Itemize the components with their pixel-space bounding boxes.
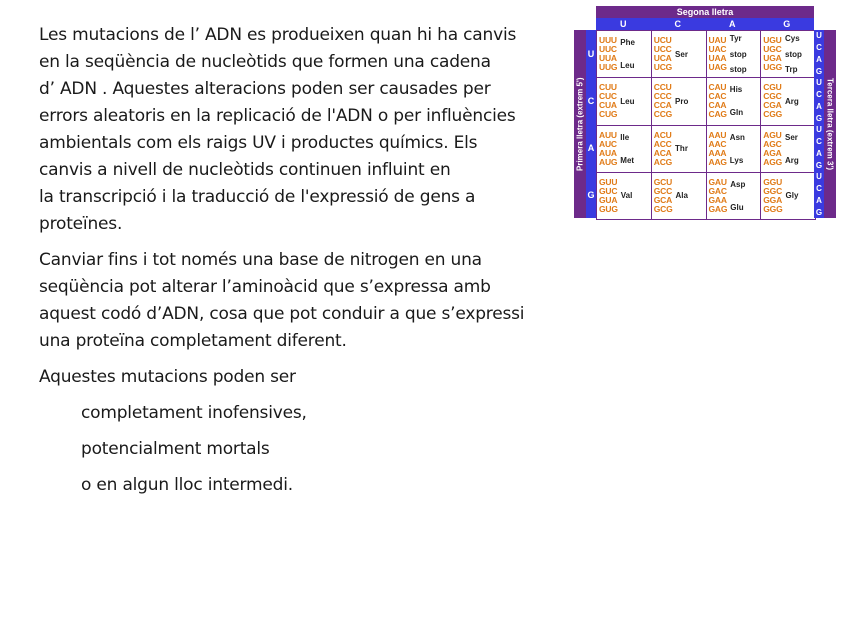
- codon: AUG: [599, 156, 618, 167]
- amino-acid: stop: [729, 49, 747, 59]
- codon-list: [654, 36, 672, 72]
- line: errors aleatoris en la replicació de l'ADN o per influències: [39, 106, 516, 126]
- amino-acid: stop: [729, 65, 747, 75]
- base-label: U: [620, 19, 627, 29]
- codon: GCG: [653, 203, 673, 214]
- codon: UGA: [763, 53, 782, 64]
- base-label: C: [674, 19, 681, 29]
- base-label: C: [816, 137, 822, 147]
- codon: GUC: [599, 185, 618, 196]
- codon-cell: [707, 78, 761, 124]
- paragraph-can-be: Aquestes mutacions poden ser: [39, 367, 296, 387]
- base-label: A: [816, 195, 822, 205]
- codon: AGA: [763, 147, 782, 158]
- codon: CAC: [708, 91, 727, 102]
- codon: UGU: [763, 35, 782, 46]
- amino-acid: Ile: [620, 132, 630, 142]
- base-label: G: [783, 19, 791, 29]
- codon-list: [763, 36, 782, 72]
- codon: UUA: [599, 53, 617, 64]
- line: en la seqüència de nucleòtids que formen una cadena: [39, 52, 491, 72]
- codon: CGC: [763, 91, 782, 102]
- amino-acid: His: [729, 85, 743, 95]
- amino-acid-list: [675, 78, 688, 124]
- codon: CGU: [763, 82, 782, 93]
- codon-cell: [707, 173, 761, 219]
- codon-list: [763, 178, 782, 214]
- codon: AGG: [763, 156, 783, 167]
- codon-table-grid: [596, 30, 816, 220]
- amino-acid: Gln: [729, 108, 744, 118]
- base-label: A: [729, 19, 736, 29]
- amino-acid-list: [730, 173, 745, 219]
- codon: CAU: [708, 82, 727, 93]
- amino-acid-list: [785, 78, 799, 124]
- paragraph-base-change: [39, 247, 539, 355]
- codon-list: [654, 178, 673, 214]
- base-label: G: [815, 160, 823, 170]
- codon: UAU: [708, 35, 727, 46]
- codon: GUA: [599, 194, 618, 205]
- codon: CGA: [763, 100, 782, 111]
- amino-acid: Met: [620, 155, 635, 165]
- codon-cell: [652, 126, 706, 172]
- codon: UUU: [599, 35, 617, 46]
- slide-body: [39, 22, 539, 508]
- codon: CCC: [653, 91, 672, 102]
- codon-list: [709, 83, 727, 119]
- codon-cell: [597, 78, 651, 124]
- line: canvis a nivell de nucleòtids continuen influint en: [39, 160, 451, 180]
- base-label: A: [816, 148, 822, 158]
- codon-list: [599, 178, 618, 214]
- codon: GGU: [763, 176, 783, 187]
- codon: GAC: [708, 185, 727, 196]
- codon-cell: [761, 173, 815, 219]
- codon: UAA: [708, 53, 727, 64]
- codon-cell: [597, 173, 651, 219]
- line: una proteïna completament diferent.: [39, 331, 347, 351]
- line: proteïnes.: [39, 214, 123, 234]
- base-label: U: [816, 125, 822, 135]
- codon: GGG: [763, 203, 783, 214]
- codon-list: [709, 178, 728, 214]
- codon-table-third-letter-bases: [814, 30, 824, 218]
- codon-cell: [597, 31, 651, 77]
- codon-cell: [761, 31, 815, 77]
- codon-list: [709, 36, 727, 72]
- base-label: G: [815, 66, 823, 76]
- codon: GAA: [708, 194, 727, 205]
- amino-acid-list: [785, 31, 802, 77]
- codon-table-second-letter-title: Segona lletra: [596, 6, 814, 18]
- amino-acid: Glu: [730, 202, 744, 212]
- third-letter-group: [814, 77, 824, 124]
- codon: AAG: [708, 156, 727, 167]
- codon-list: [654, 131, 672, 167]
- amino-acid: Tyr: [729, 34, 742, 44]
- codon: GUG: [599, 203, 618, 214]
- amino-acid: Asn: [729, 132, 745, 142]
- base-label: A: [587, 142, 595, 153]
- codon: GCA: [653, 194, 673, 205]
- amino-acid: Phe: [620, 38, 635, 48]
- amino-acid-list: [620, 31, 635, 77]
- codon: ACA: [653, 147, 672, 158]
- base-label: C: [587, 95, 595, 106]
- codon-table-third-letter-title: Tercera lletra (extrem 3'): [824, 30, 836, 218]
- amino-acid: Leu: [620, 96, 635, 106]
- codon: AGU: [763, 129, 782, 140]
- codon: GGA: [763, 194, 783, 205]
- amino-acid: stop: [785, 49, 802, 59]
- codon: AAA: [708, 147, 727, 158]
- base-label: U: [816, 172, 822, 182]
- amino-acid-list: [620, 78, 634, 124]
- amino-acid: Asp: [730, 179, 746, 189]
- codon: CAG: [708, 109, 727, 120]
- base-label: U: [816, 31, 822, 41]
- codon: AUU: [599, 129, 617, 140]
- codon: AUA: [599, 147, 617, 158]
- amino-acid-list: [620, 126, 634, 172]
- codon: UAC: [708, 44, 727, 55]
- amino-acid: Thr: [675, 144, 688, 154]
- codon: GAG: [708, 203, 728, 214]
- codon: UCC: [653, 44, 672, 55]
- codon-table: [574, 6, 836, 218]
- codon: GGC: [763, 185, 783, 196]
- codon: CCA: [653, 100, 672, 111]
- amino-acid-list: [621, 173, 633, 219]
- codon: UCU: [653, 35, 672, 46]
- codon-list: [599, 83, 617, 119]
- codon-cell: [707, 126, 761, 172]
- codon-cell: [761, 126, 815, 172]
- codon-table-second-letter-bases: [596, 18, 814, 30]
- amino-acid-list: [730, 126, 745, 172]
- base-label: G: [815, 207, 823, 217]
- amino-acid: Cys: [785, 34, 800, 44]
- codon-list: [599, 131, 617, 167]
- codon-list: [599, 36, 617, 72]
- amino-acid-list: [730, 31, 747, 77]
- amino-acid: Pro: [675, 96, 689, 106]
- codon: UUC: [599, 44, 617, 55]
- codon-cell: [652, 31, 706, 77]
- amino-acid: Ser: [675, 49, 688, 59]
- base-label: U: [816, 78, 822, 88]
- amino-acid: Ala: [675, 191, 688, 201]
- bullet-item: o en algun lloc intermedi.: [81, 475, 293, 495]
- codon-list: [709, 131, 727, 167]
- codon-list: [763, 83, 782, 119]
- codon: UUG: [599, 62, 618, 73]
- codon-list: [654, 83, 672, 119]
- codon: GUU: [599, 176, 618, 187]
- line: Les mutacions de l’ ADN es produeixen quan hi ha canvis: [39, 25, 517, 45]
- amino-acid-list: [675, 126, 688, 172]
- third-letter-group: [814, 124, 824, 171]
- paragraph-mutations: [39, 22, 539, 238]
- base-label: G: [587, 189, 595, 200]
- codon-cell: [707, 31, 761, 77]
- amino-acid-list: [676, 173, 688, 219]
- base-label: C: [816, 43, 822, 53]
- codon: UGG: [763, 62, 783, 73]
- amino-acid-list: [730, 78, 743, 124]
- codon: CCG: [653, 109, 673, 120]
- codon: CUG: [599, 109, 618, 120]
- bullet-item: completament inofensives,: [81, 403, 307, 423]
- amino-acid: Arg: [785, 155, 799, 165]
- codon-cell: [652, 78, 706, 124]
- base-label: A: [816, 101, 822, 111]
- codon: AUC: [599, 138, 617, 149]
- codon-cell: [597, 126, 651, 172]
- codon-table-first-letter-title: Primera lletra (extrem 5'): [574, 30, 586, 218]
- amino-acid-list: [675, 31, 688, 77]
- base-label: U: [587, 48, 595, 59]
- codon: GCC: [653, 185, 673, 196]
- amino-acid: Trp: [785, 65, 798, 75]
- codon: UCG: [653, 62, 673, 73]
- bullet-item: potencialment mortals: [81, 439, 270, 459]
- codon: ACG: [653, 156, 673, 167]
- amino-acid: Gly: [785, 191, 799, 201]
- codon: CCU: [653, 82, 672, 93]
- codon: CUA: [599, 100, 617, 111]
- base-label: G: [815, 113, 823, 123]
- amino-acid: Arg: [785, 96, 799, 106]
- line: seqüència pot alterar l’aminoàcid que s’expressa amb: [39, 277, 491, 297]
- amino-acid: Ser: [785, 132, 798, 142]
- base-label: C: [816, 90, 822, 100]
- codon: GCU: [653, 176, 673, 187]
- line: la transcripció i la traducció de l'expressió de gens a: [39, 187, 476, 207]
- codon: CUC: [599, 91, 617, 102]
- third-letter-group: [814, 171, 824, 218]
- codon: ACU: [653, 129, 672, 140]
- codon: UGC: [763, 44, 782, 55]
- codon: CGG: [763, 109, 783, 120]
- base-label: A: [816, 54, 822, 64]
- codon: CUU: [599, 82, 617, 93]
- amino-acid: Val: [620, 191, 633, 201]
- codon: UCA: [653, 53, 672, 64]
- codon: AAU: [708, 129, 727, 140]
- codon-cell: [761, 78, 815, 124]
- line: d’ ADN . Aquestes alteracions poden ser causades per: [39, 79, 491, 99]
- third-letter-group: [814, 30, 824, 77]
- codon-list: [763, 131, 782, 167]
- codon-table-first-letter-bases: [586, 30, 596, 218]
- codon-cell: [652, 173, 706, 219]
- line: ambientals com els raigs UV i productes químics. Els: [39, 133, 478, 153]
- codon: AAC: [708, 138, 727, 149]
- amino-acid-list: [785, 126, 799, 172]
- line: aquest codó d’ADN, cosa que pot conduir a que s’expressi: [39, 304, 525, 324]
- amino-acid: Leu: [620, 61, 635, 71]
- codon: UAG: [708, 62, 727, 73]
- line: Canviar fins i tot només una base de nitrogen en una: [39, 250, 482, 270]
- codon: ACC: [653, 138, 672, 149]
- amino-acid-list: [786, 173, 799, 219]
- codon: GAU: [708, 176, 727, 187]
- base-label: C: [816, 184, 822, 194]
- codon: CAA: [708, 100, 727, 111]
- amino-acid: Lys: [729, 155, 744, 165]
- codon: AGC: [763, 138, 782, 149]
